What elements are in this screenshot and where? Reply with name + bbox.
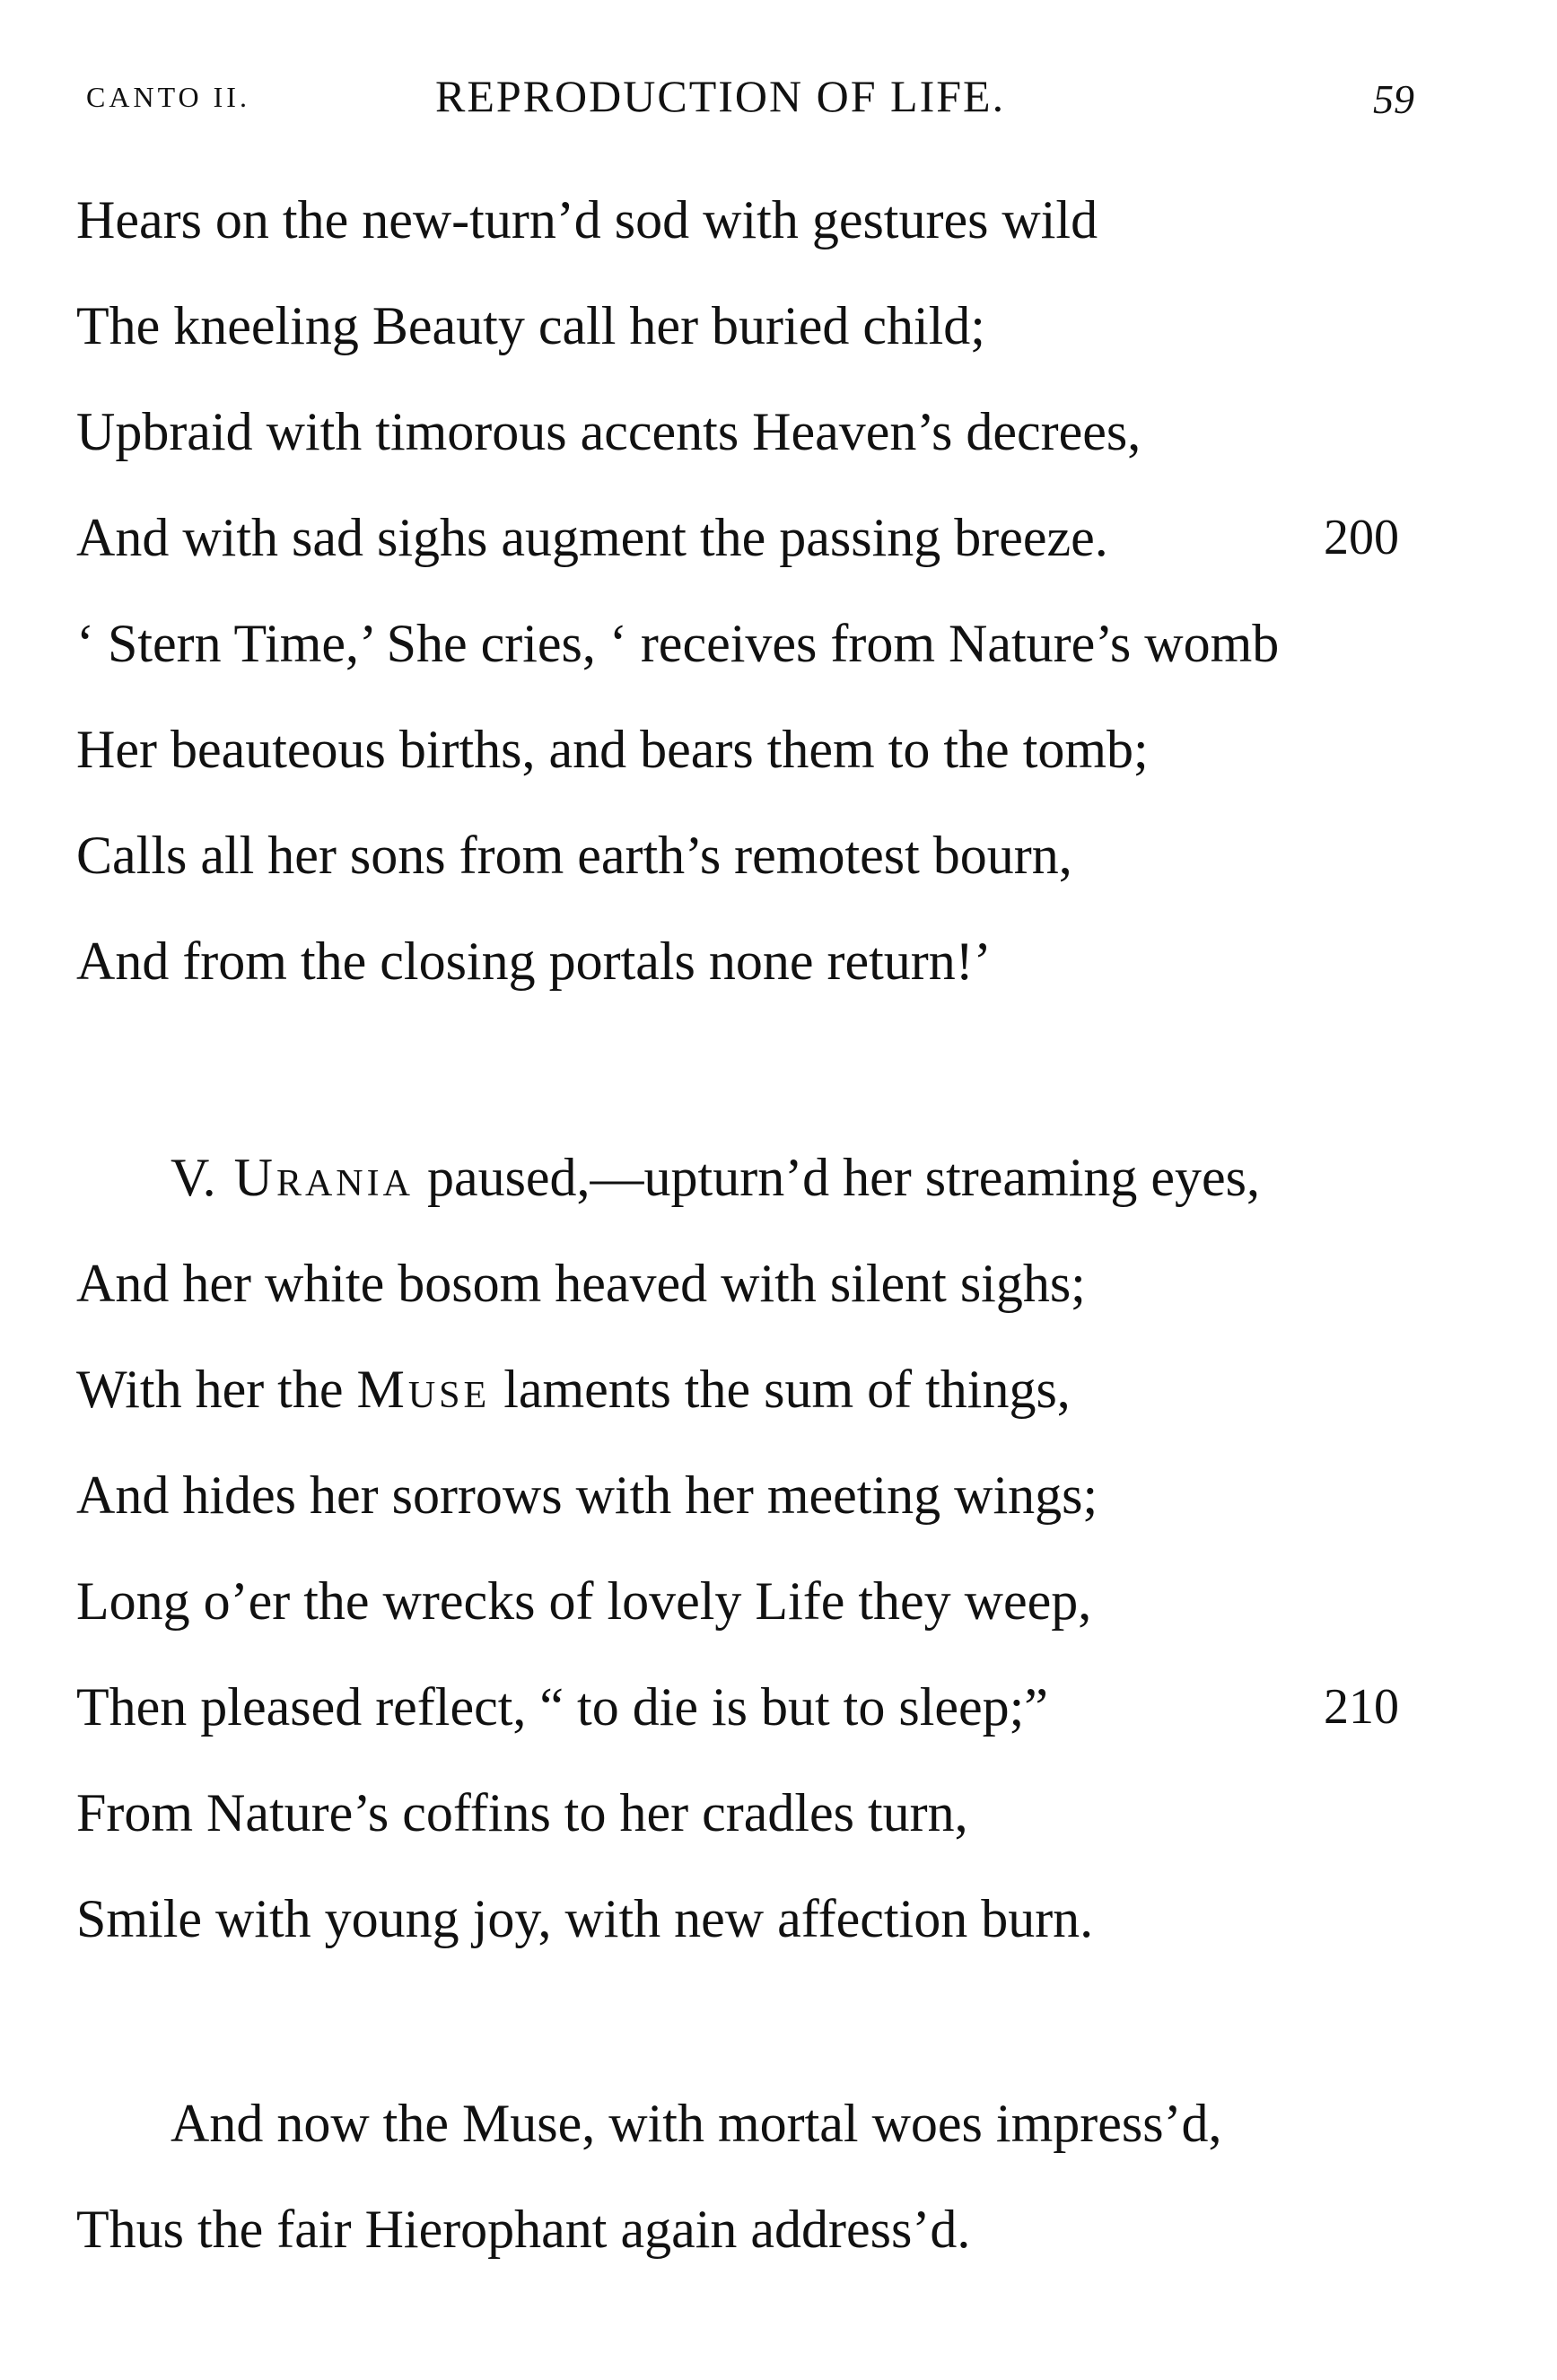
- line-number: 200: [1324, 510, 1399, 565]
- verse-line: ‘ Stern Time,’ She cries, ‘ receives from Nature’s womb: [76, 614, 1280, 673]
- verse-line: And with sad sighs augment the passing breeze. 200: [76, 502, 1422, 573]
- verse-line: Her beauteous births, and bears them to the tomb;: [76, 720, 1149, 779]
- verse-line: Long o’er the wrecks of lovely Life they weep,: [76, 1571, 1092, 1631]
- verse-line: Calls all her sons from earth’s remotest bourn,: [76, 826, 1072, 885]
- verse-line: With her the Muse laments the sum of things,: [76, 1360, 1071, 1419]
- page-title: REPRODUCTION OF LIFE.: [435, 71, 1006, 121]
- verse-line: And hides her sorrows with her meeting wings;: [76, 1466, 1098, 1525]
- verse-line: From Nature’s coffins to her cradles turn,: [76, 1783, 968, 1842]
- verse-line: V. Urania paused,—upturn’d her streaming eyes,: [171, 1148, 1261, 1207]
- name-urania: Urania: [233, 1148, 414, 1207]
- line-number: 210: [1324, 1679, 1399, 1735]
- page-number: 59: [1373, 76, 1414, 122]
- verse-line: Then pleased reflect, “ to die is but to sleep;” 210: [76, 1671, 1422, 1743]
- verse-line: Thus the fair Hierophant again address’d.: [76, 2200, 971, 2259]
- verse-line: Smile with young joy, with new affection burn.: [76, 1889, 1094, 1948]
- verse-line: Hears on the new-turn’d sod with gestures wild: [76, 190, 1098, 249]
- stanza-number: V.: [171, 1148, 216, 1207]
- verse-line: Upbraid with timorous accents Heaven’s decrees,: [76, 402, 1142, 461]
- running-header: [0, 70, 1557, 124]
- verse-line: And now the Muse, with mortal woes impress’d,: [171, 2094, 1222, 2153]
- canto-label: CANTO II.: [86, 81, 250, 113]
- verse-line: The kneeling Beauty call her buried child;: [76, 296, 985, 355]
- verse-line: And her white bosom heaved with silent sighs;: [76, 1254, 1086, 1313]
- verse-line: And from the closing portals none return!’: [76, 932, 992, 991]
- name-muse: Muse: [356, 1360, 491, 1419]
